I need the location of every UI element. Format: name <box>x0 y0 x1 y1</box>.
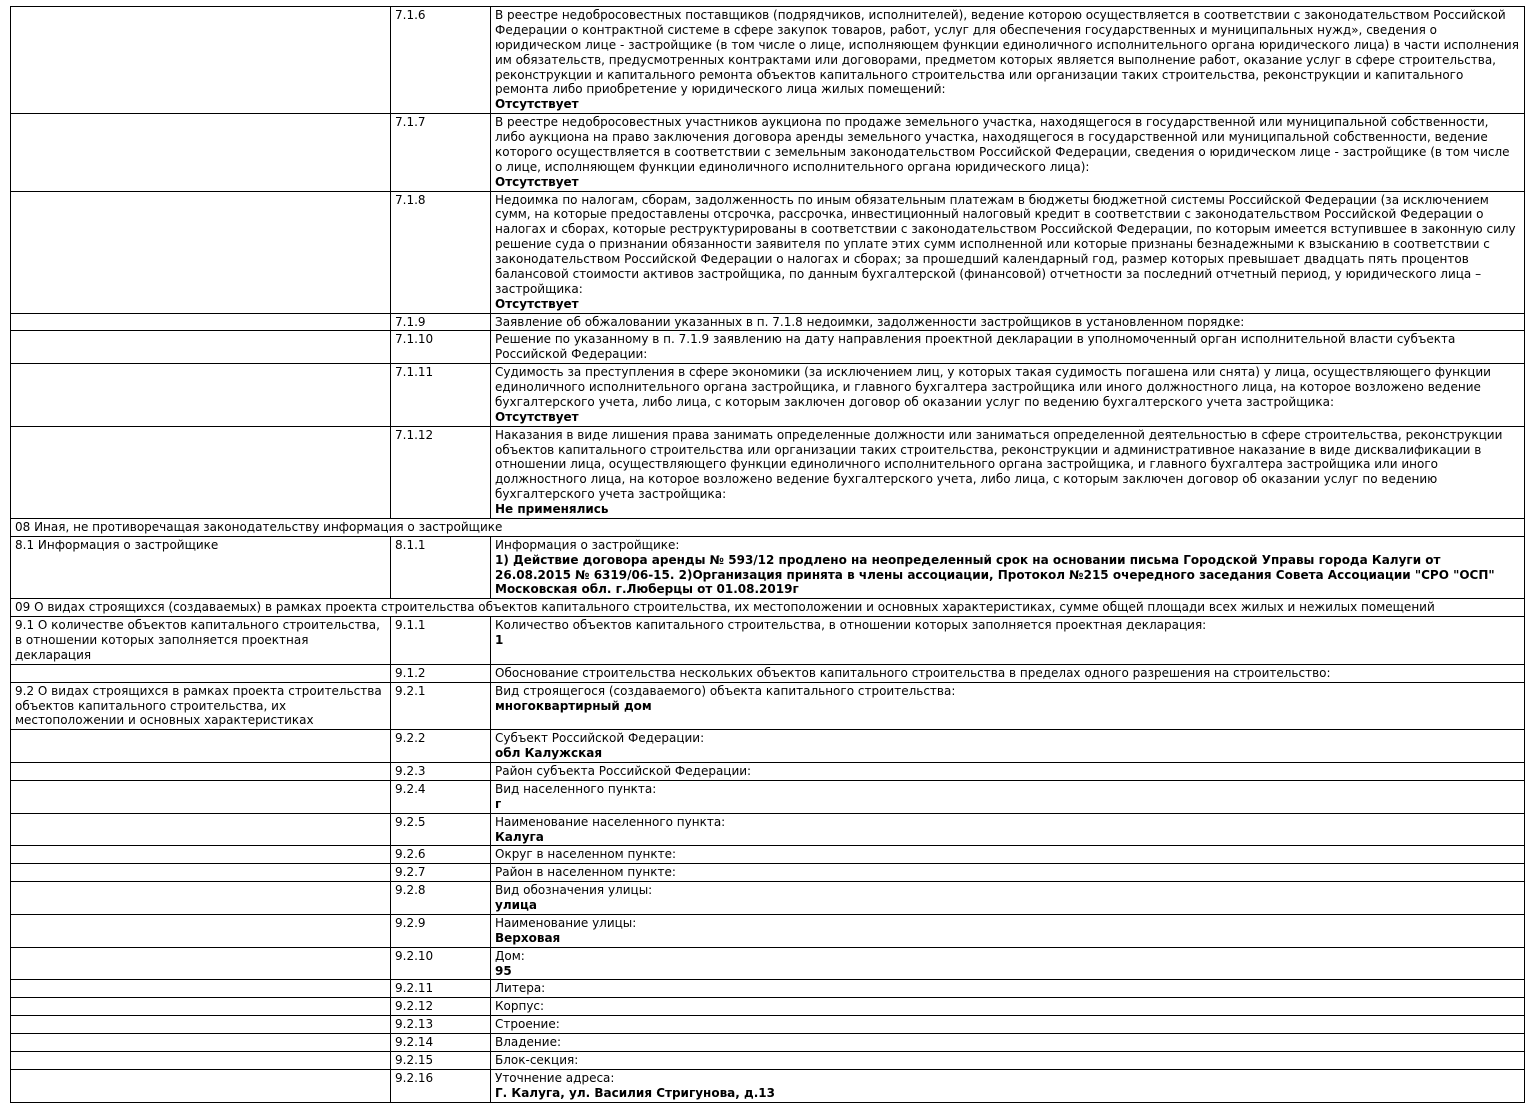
field-label: Вид строящегося (создаваемого) объекта капитального строительства: <box>495 683 956 698</box>
declaration-table <box>10 6 1525 1103</box>
field-value: Г. Калуга, ул. Василия Стригунова, д.13 <box>495 1085 775 1100</box>
field-label: Количество объектов капитального строительства, в отношении которых заполняется проектная декларация: <box>495 618 1207 633</box>
row-section-description-empty <box>11 998 391 1016</box>
row-section-description-empty <box>11 426 391 518</box>
field-label: Вид населенного пункта: <box>495 781 657 796</box>
row-content <box>491 536 1525 599</box>
row-content <box>491 191 1525 313</box>
row-content <box>491 846 1525 864</box>
field-label: Судимость за преступления в сфере экономики (за исключением лиц, у которых такая судимость погашена или снята) у лица, осуществляющего функции единоличного исполнительного органа застройщика, и главного бухгалтера застройщика или иного должностного лица, на которое возложено ведение бухгалтерского учета, либо лица, с которым заключен договор об оказании услуг по ведению бухгалтерского учета застройщика: <box>495 365 1491 409</box>
field-label: Решение по указанному в п. 7.1.9 заявлению на дату направления проектной декларации в уполномоченный орган исполнительной власти субъекта Российской Федерации: <box>495 332 1456 362</box>
row-section-description-empty <box>11 980 391 998</box>
row-section-description-empty <box>11 882 391 915</box>
field-value: Не применялись <box>495 502 609 516</box>
row-section-description-empty <box>11 191 391 313</box>
field-label: Строение: <box>495 1017 560 1032</box>
row-content <box>491 664 1525 682</box>
table-row <box>11 313 1525 331</box>
row-content <box>491 730 1525 763</box>
row-section-description-empty <box>11 331 391 364</box>
row-section-description-empty <box>11 364 391 427</box>
row-section-description-empty <box>11 1069 391 1102</box>
table-row <box>11 617 1525 665</box>
row-number: 9.2.9 <box>391 914 491 947</box>
row-section-description-empty <box>11 763 391 781</box>
row-content <box>491 364 1525 427</box>
row-section-description-empty <box>11 864 391 882</box>
table-row <box>11 998 1525 1016</box>
table-row <box>11 682 1525 730</box>
field-value: Отсутствует <box>495 174 579 189</box>
row-content <box>491 313 1525 331</box>
field-label: Блок-секция: <box>495 1052 579 1067</box>
row-number: 9.2.16 <box>391 1069 491 1102</box>
table-row <box>11 536 1525 599</box>
row-number: 9.2.1 <box>391 682 491 730</box>
section-header-title: 08 Иная, не противоречащая законодательству информация о застройщике <box>11 518 1525 536</box>
field-label: Наименование населенного пункта: <box>495 814 726 829</box>
field-label: Корпус: <box>495 999 545 1014</box>
field-value: многоквартирный дом <box>495 698 652 713</box>
field-value: 1) Действие договора аренды № 593/12 продлено на неопределенный срок на основании письма Городской Управы города Калуги от 26.08.2015 № 6319/06-15. 2)Организация принята в члены ассоциации, Протокол №215 очередного заседания Совета Ассоциации "СРО "ОСП" Московская обл. г.Люберцы от 01.08.2019г <box>495 552 1495 597</box>
field-label: Наказания в виде лишения права занимать определенные должности или заниматься определенной деятельностью в сфере строительства, реконструкции объектов капитального строительства или организации таких строительства, реконструкции и административное наказание в виде дисквалификации в отношении лица, осуществляющего функции единоличного исполнительного органа застройщика, и главного бухгалтера застройщика или иного должностного лица, на которое возложено ведение бухгалтерского учета, либо лица, с которым заключен договор об оказании услуг по ведению бухгалтерского учета застройщика: <box>495 427 1503 502</box>
row-number: 9.2.15 <box>391 1051 491 1069</box>
field-label: В реестре недобросовестных поставщиков (подрядчиков, исполнителей), ведение которою осуществляется в соответствии с законодательством Российской Федерации о контрактной системе в сфере закупок товаров, работ, услуг для обеспечения государственных и муниципальных нужд», сведения о юридическом лице - застройщике (в том числе о лице, исполняющем функции единоличного исполнительного органа юридического лица) в части исполнения им обязательств, предусмотренных контрактами или договорами, предметом которых является выполнение работ, оказание услуг в сфере строительства, реконструкции и капитального ремонта объектов капитального строительства или организации таких строительства, реконструкции и капитального ремонта либо приобретение у юридического лица жилых помещений: <box>495 8 1519 97</box>
row-content <box>491 763 1525 781</box>
row-content <box>491 1069 1525 1102</box>
field-value: г <box>495 796 502 811</box>
table-row <box>11 914 1525 947</box>
row-number: 7.1.6 <box>391 7 491 114</box>
field-label: Район в населенном пункте: <box>495 865 676 880</box>
row-content <box>491 882 1525 915</box>
row-content <box>491 1034 1525 1052</box>
row-number: 9.2.12 <box>391 998 491 1016</box>
row-number: 9.2.13 <box>391 1016 491 1034</box>
row-number: 7.1.11 <box>391 364 491 427</box>
row-section-description-empty <box>11 914 391 947</box>
field-value: Верховая <box>495 930 561 945</box>
row-number: 9.2.2 <box>391 730 491 763</box>
field-label: Субъект Российской Федерации: <box>495 731 705 746</box>
section-header-row <box>11 599 1525 617</box>
row-section-description-empty <box>11 780 391 813</box>
row-content <box>491 617 1525 665</box>
table-row <box>11 730 1525 763</box>
row-content <box>491 114 1525 191</box>
row-number: 9.1.1 <box>391 617 491 665</box>
row-section-description-empty <box>11 947 391 980</box>
table-row <box>11 331 1525 364</box>
row-content <box>491 780 1525 813</box>
table-row <box>11 7 1525 114</box>
row-section-description: 9.2 О видах строящихся в рамках проекта строительства объектов капитального строительства, их местоположении и основных характеристиках <box>11 682 391 730</box>
field-label: Вид обозначения улицы: <box>495 883 653 898</box>
row-number: 9.2.6 <box>391 846 491 864</box>
row-number: 9.2.3 <box>391 763 491 781</box>
table-row <box>11 426 1525 518</box>
row-content <box>491 682 1525 730</box>
row-number: 9.2.11 <box>391 980 491 998</box>
field-label: Уточнение адреса: <box>495 1070 615 1085</box>
row-number: 9.2.7 <box>391 864 491 882</box>
field-value: 95 <box>495 963 512 978</box>
table-row <box>11 846 1525 864</box>
table-row <box>11 1051 1525 1069</box>
row-section-description-empty <box>11 846 391 864</box>
field-label: Информация о застройщике: <box>495 537 680 552</box>
table-row <box>11 1034 1525 1052</box>
field-label: В реестре недобросовестных участников аукциона по продаже земельного участка, находящегося в государственной или муниципальной собственности, либо аукциона на право заключения договора аренды земельного участка, находящегося в государственной или муниципальной собственности, ведение которого осуществляется в соответствии с земельным законодательством Российской Федерации, сведения о юридическом лице - застройщике (в том числе о лице, исполняющем функции единоличного исполнительного органа юридического лица): <box>495 115 1510 174</box>
row-number: 9.2.4 <box>391 780 491 813</box>
row-number: 7.1.8 <box>391 191 491 313</box>
row-section-description-empty <box>11 114 391 191</box>
section-header-title: 09 О видах строящихся (создаваемых) в рамках проекта строительства объектов капитального строительства, их местоположении и основных характеристиках, сумме общей площади всех жилых и нежилых помещений <box>11 599 1525 617</box>
row-number: 9.2.5 <box>391 813 491 846</box>
table-row <box>11 1069 1525 1102</box>
table-row <box>11 364 1525 427</box>
row-number: 8.1.1 <box>391 536 491 599</box>
row-section-description-empty <box>11 313 391 331</box>
row-number: 7.1.7 <box>391 114 491 191</box>
table-row <box>11 864 1525 882</box>
row-section-description-empty <box>11 1016 391 1034</box>
row-number: 7.1.12 <box>391 426 491 518</box>
row-number: 9.2.8 <box>391 882 491 915</box>
row-content <box>491 864 1525 882</box>
field-label: Обоснование строительства нескольких объектов капитального строительства в пределах одного разрешения на строительство: <box>495 665 1331 680</box>
table-row <box>11 882 1525 915</box>
row-section-description-empty <box>11 664 391 682</box>
table-row <box>11 813 1525 846</box>
row-content <box>491 426 1525 518</box>
row-content <box>491 914 1525 947</box>
field-value: Отсутствует <box>495 296 579 311</box>
row-section-description: 9.1 О количестве объектов капитального строительства, в отношении которых заполняется проектная декларация <box>11 617 391 665</box>
row-content <box>491 7 1525 114</box>
row-section-description-empty <box>11 1051 391 1069</box>
table-row <box>11 780 1525 813</box>
field-value: 1 <box>495 633 504 647</box>
row-section-description-empty <box>11 1034 391 1052</box>
field-label: Дом: <box>495 948 525 963</box>
row-section-description: 8.1 Информация о застройщике <box>11 536 391 599</box>
table-row <box>11 191 1525 313</box>
row-section-description-empty <box>11 730 391 763</box>
field-label: Район субъекта Российской Федерации: <box>495 764 752 778</box>
row-content <box>491 813 1525 846</box>
table-row <box>11 980 1525 998</box>
row-section-description-empty <box>11 813 391 846</box>
row-content <box>491 1016 1525 1034</box>
row-number: 9.2.10 <box>391 947 491 980</box>
field-label: Наименование улицы: <box>495 915 637 930</box>
row-number: 9.2.14 <box>391 1034 491 1052</box>
row-number: 9.1.2 <box>391 664 491 682</box>
table-row <box>11 664 1525 682</box>
field-value: обл Калужская <box>495 746 603 761</box>
field-value: Отсутствует <box>495 409 579 424</box>
field-label: Недоимка по налогам, сборам, задолженность по иным обязательным платежам в бюджеты бюджетной системы Российской Федерации (за исключением сумм, на которые предоставлены отсрочка, рассрочка, инвестиционный налоговый кредит в соответствии с законодательством Российской Федерации о налогах и сборах, которые реструктурированы в соответствии с законодательством Российской Федерации, по которым имеется вступившее в законную силу решение суда о признании обязанности заявителя по уплате этих сумм исполненной или которые признаны безнадежными к взысканию в соответствии с законодательством Российской Федерации о налогах и сборах; за прошедший календарный год, размер которых превышает двадцать пять процентов балансовой стоимости активов застройщика, по данным бухгалтерской (финансовой) отчетности за последний отчетный период, у юридического лица – застройщика: <box>495 192 1516 296</box>
field-label: Литера: <box>495 981 546 996</box>
row-number: 7.1.9 <box>391 313 491 331</box>
table-row <box>11 947 1525 980</box>
row-content <box>491 947 1525 980</box>
row-number: 7.1.10 <box>391 331 491 364</box>
declaration-table-body <box>11 7 1525 1103</box>
field-value: Отсутствует <box>495 97 579 112</box>
field-value: Калуга <box>495 829 544 844</box>
field-label: Округ в населенном пункте: <box>495 847 677 862</box>
table-row <box>11 1016 1525 1034</box>
field-value: улица <box>495 898 538 912</box>
row-content <box>491 998 1525 1016</box>
row-section-description-empty <box>11 7 391 114</box>
row-content <box>491 331 1525 364</box>
table-row <box>11 763 1525 781</box>
row-content <box>491 1051 1525 1069</box>
row-content <box>491 980 1525 998</box>
field-label: Заявление об обжаловании указанных в п. 7.1.8 недоимки, задолженности застройщиков в установленном порядке: <box>495 314 1245 329</box>
section-header-row <box>11 518 1525 536</box>
table-row <box>11 114 1525 191</box>
field-label: Владение: <box>495 1035 562 1049</box>
